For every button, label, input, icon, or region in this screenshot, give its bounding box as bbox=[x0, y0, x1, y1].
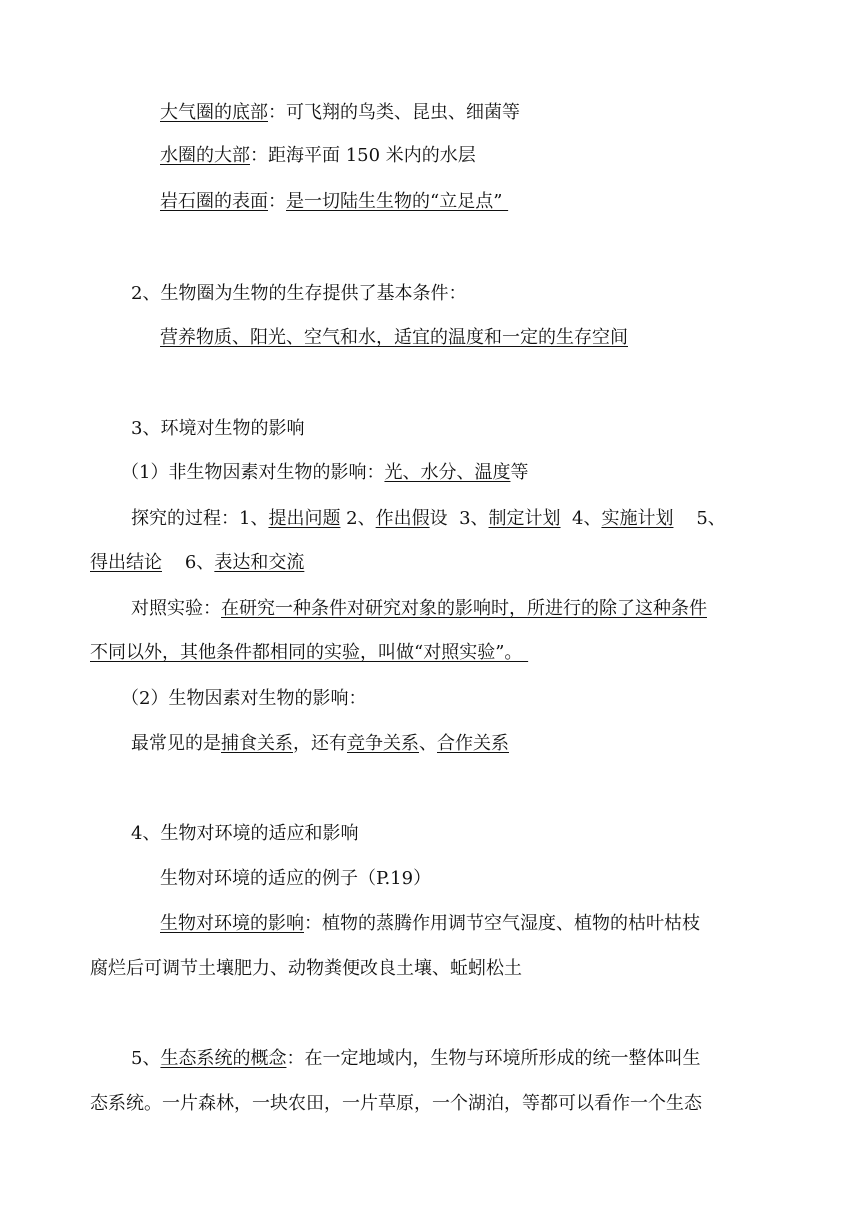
step-6: 表达和交流 bbox=[214, 552, 305, 573]
term-hydrosphere: 水圈的大部 bbox=[160, 145, 250, 166]
habitat-line-lithosphere bbox=[160, 193, 508, 211]
text: ：在一定地域内，生物与环境所形成的统一整体叫生 bbox=[286, 1048, 701, 1069]
section-5-line-1 bbox=[131, 1050, 700, 1068]
influence-line-1 bbox=[160, 915, 700, 933]
text: ，还有 bbox=[293, 733, 347, 754]
step-3: 制定计划 bbox=[488, 508, 561, 529]
abiotic-factors-answer: 光、水分、温度 bbox=[384, 462, 511, 483]
section-3-heading: 3、环境对生物的影响 bbox=[131, 418, 305, 439]
text: ：植物的蒸腾作用调节空气湿度、植物的枯叶枯枝 bbox=[304, 913, 700, 934]
text: 最常见的是 bbox=[131, 733, 221, 754]
text: 设 3、 bbox=[429, 508, 489, 529]
text: 对照实验： bbox=[131, 598, 221, 619]
text: 5、 bbox=[131, 1048, 161, 1069]
text: 4、 bbox=[560, 508, 602, 529]
section-5-line-2: 态系统。一片森林，一块农田，一片草原，一个湖泊，等都可以看作一个生态 bbox=[90, 1093, 702, 1114]
section-4-heading: 4、生物对环境的适应和影响 bbox=[131, 823, 359, 844]
section-2-heading: 2、生物圈为生物的生存提供了基本条件： bbox=[131, 283, 467, 304]
section-2-answer: 营养物质、阳光、空气和水，适宜的温度和一定的生存空间 bbox=[160, 327, 628, 348]
text: 5、 bbox=[673, 508, 726, 529]
text: 探究的过程：1、 bbox=[131, 508, 269, 529]
lithosphere-answer: 是一切陆生生物的“立足点” bbox=[286, 191, 509, 212]
biotic-factors-heading: （2）生物因素对生物的影响： bbox=[121, 688, 367, 709]
text: 6、 bbox=[162, 552, 215, 573]
text: ：可飞翔的鸟类、昆虫、细菌等 bbox=[268, 102, 520, 123]
habitat-line-hydrosphere bbox=[160, 147, 476, 165]
text: ：距海平面 150 米内的水层 bbox=[250, 145, 476, 166]
cooperation: 合作关系 bbox=[437, 733, 509, 754]
step-1: 提出问题 bbox=[268, 508, 341, 529]
text: 等 bbox=[510, 462, 529, 483]
predation: 捕食关系 bbox=[221, 733, 293, 754]
adaptation-example: 生物对环境的适应的例子（P.19） bbox=[160, 868, 432, 889]
control-experiment-definition: 在研究一种条件对研究对象的影响时，所进行的除了这种条件 bbox=[221, 598, 707, 619]
relationships-line bbox=[131, 735, 509, 753]
term-atmosphere-bottom: 大气圈的底部 bbox=[160, 102, 268, 123]
step-5: 得出结论 bbox=[90, 552, 162, 573]
term-lithosphere: 岩石圈的表面 bbox=[160, 191, 268, 212]
text: （1）非生物因素对生物的影响： bbox=[121, 462, 385, 483]
inquiry-steps-line-1 bbox=[131, 510, 726, 528]
inquiry-steps-line-2 bbox=[90, 554, 304, 572]
competition: 竞争关系 bbox=[347, 733, 419, 754]
term-ecosystem: 生态系统的概念 bbox=[160, 1048, 287, 1069]
abiotic-factors-line bbox=[121, 464, 528, 482]
text: ： bbox=[268, 191, 286, 212]
term-influence: 生物对环境的影响 bbox=[160, 913, 304, 934]
text: 、 bbox=[419, 733, 437, 754]
text: 2、 bbox=[340, 508, 376, 529]
habitat-line-atmosphere bbox=[160, 104, 520, 122]
step-2: 作出假 bbox=[375, 508, 430, 529]
control-experiment-line-2: 不同以外，其他条件都相同的实验，叫做“对照实验”。 bbox=[90, 642, 529, 663]
influence-line-2: 腐烂后可调节土壤肥力、动物粪便改良土壤、蚯蚓松土 bbox=[90, 958, 522, 979]
control-experiment-line-1 bbox=[131, 600, 707, 618]
step-4: 实施计划 bbox=[601, 508, 674, 529]
